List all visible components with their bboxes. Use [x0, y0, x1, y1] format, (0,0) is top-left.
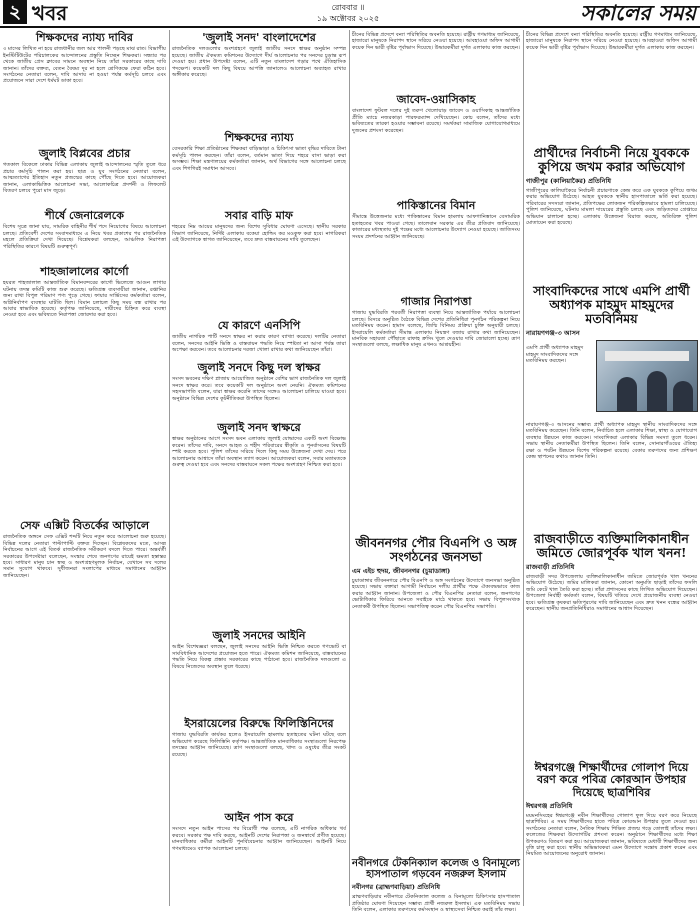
headline: সাংবাদিকদের সাথে এমপি প্রার্থী অধ্যাপক মাহমুদ মাহমুদের মতবিনিময় — [533, 283, 690, 326]
article-body: গাজীপুরের কালিয়াকৈরে নির্বাচনী প্রচারণাকে কেন্দ্র করে এক যুবককে কুপিয়ে জখম করার অভিযোগ উঠেছে। আহত যুবককে স্থানীয় হাসপাতালে ভর্তি করা হয়েছে। পরিবারের সদস্যরা জানান, প্রতিপক্ষের লোকজন পরিকল্পিতভাবে হামলা চালিয়েছে। পুলিশ জানিয়েছে, ঘটনায় মামলা দায়েরের প্রস্তুতি চলছে এবং জড়িতদের গ্রেপ্তারে অভিযান চালানো হচ্ছে। এলাকায় উত্তেজনা বিরাজ করছে, অতিরিক্ত পুলিশ মোতায়েন করা হয়েছে। — [526, 188, 697, 227]
headline: জুলাই বিপ্লবের প্রচার — [38, 147, 131, 160]
article-body: বেসরকারি শিক্ষা প্রতিষ্ঠানের শিক্ষকরা বাড়িভাড়া ও চিকিৎসা ভাতা বৃদ্ধির দাবিতে টানা কর্মসূচি পালন করছেন। তাঁরা বলেন, বর্তমান ভাতা দিয়ে শহরে বাসা ভাড়া করা অসম্ভব। শিক্ষা মন্ত্রণালয়ের কর্মকর্তারা জানান, অর্থ বিভাগের সঙ্গে আলোচনা চলছে এবং শিগগিরই সমাধান আসবে। — [172, 146, 346, 172]
column-divider — [169, 30, 170, 906]
headline: গাজার নিরাপত্তা — [400, 295, 472, 308]
article-body: রাজনৈতিক অঙ্গনে সেফ এক্সিট শব্দটি নিয়ে নতুন করে আলোচনা শুরু হয়েছে। বিভিন্ন দলের নেতারা পাল্টাপাল্টি বক্তব্য দিচ্ছেন। বিশ্লেষকদের মতে, আসন্ন নির্বাচনের আগে এই বিতর্ক রাজনৈতিক সমীকরণ বদলে দিতে পারে। অন্তর্বর্তী সরকারের উপদেষ্টারা বলেছেন, সংস্কার শেষে জনগণের রায়েই ক্ষমতা হস্তান্তর হবে। সাধারণ মানুষ চান স্বচ্ছ ও অংশগ্রহণমূলক নির্বাচন, যেখানে সব দলের সমান সুযোগ থাকবে। সুধীজনরা সংলাপের মাধ্যমে সমাধানের আহ্বান জানিয়েছেন। — [3, 534, 166, 579]
article — [172, 320, 346, 360]
article — [3, 148, 166, 208]
news-photo — [596, 340, 698, 412]
article — [526, 32, 697, 142]
article-body: শহরের নিম্ন আয়ের মানুষদের জন্য বিশেষ সুবিধার ঘোষণা এসেছে। স্থানীয় সরকার বিভাগ জানিয়েছে, নির্দিষ্ট এলাকায় বকেয়া হোল্ডিং কর মওকুফ করা হবে। নাগরিকরা এই উদ্যোগকে স্বাগত জানিয়েছেন, তবে দ্রুত বাস্তবায়নের দাবি তুলেছেন। — [172, 224, 346, 244]
headline: ঈশ্বরগঞ্জে শিক্ষার্থীদের গোলাপ দিয়ে বরণ করে পবিত্র কোরআন উপহার দিয়েছে ছাত্রশিবির — [534, 761, 689, 799]
byline: নবীনগর (ব্রাহ্মণবাড়িয়া) প্রতিনিধি — [352, 883, 441, 892]
article-body: চুয়াডাঙ্গার জীবননগরে পৌর বিএনপি ও অঙ্গ সংগঠনের উদ্যোগে জনসভা অনুষ্ঠিত হয়েছে। সভায় বক্তারা আগামী নির্বাচনে দলীয় প্রার্থীর পক্ষে ঐক্যবদ্ধভাবে কাজ করার আহ্বান জানান। উপজেলা ও পৌর বিএনপির নেতারা বলেন, জনগণের ভোটাধিকার ফিরিয়ে আনতে সবাইকে মাঠে থাকতে হবে। সভায় বিপুলসংখ্যক নেতাকর্মী উপস্থিত ছিলেন। সভাপতিত্ব করেন পৌর বিএনপির সভাপতি। — [352, 578, 520, 610]
article-body: গাজায় যুদ্ধবিরতি কার্যকর হলেও ইসরায়েলি হামলায় হতাহতের ঘটনা ঘটছে বলে অভিযোগ করেছে ফিলিস্তিনি কর্তৃপক্ষ। আন্তর্জাতিক মানবাধিকার সংস্থাগুলো নিরপেক্ষ তদন্তের আহ্বান জানিয়েছে। ত্রাণ সংস্থাগুলো বলছে, খাদ্য ও ওষুধের তীব্র সংকট রয়েছে। — [172, 732, 346, 758]
byline: নারায়ণগঞ্জ-৩ আসন — [526, 329, 580, 337]
article-body: রাজবাড়ী সদর উপজেলায় ব্যক্তিমালিকানাধীন জমিতে জোরপূর্বক খাল খননের অভিযোগ উঠেছে। জমির মালিকরা জানান, কোনো অনুমতি ছাড়াই তাঁদের ফসলি জমি কেটে খাল তৈরি করা হচ্ছে। তাঁরা প্রশাসনের কাছে লিখিত অভিযোগ দিয়েছেন। উপজেলা নির্বাহী কর্মকর্তা বলেন, বিষয়টি খতিয়ে দেখে প্রয়োজনীয় ব্যবস্থা নেওয়া হবে। ক্ষতিগ্রস্ত কৃষকরা ক্ষতিপূরণের দাবি জানিয়েছেন এবং দ্রুত খনন বন্ধের আহ্বান করেছেন। স্থানীয় জনপ্রতিনিধিরাও সমাধানের আশ্বাস দিয়েছেন। — [526, 574, 697, 613]
photo-banner — [605, 351, 689, 361]
headline: জুলাই সনদে কিছু দল স্বাক্ষর — [197, 361, 321, 374]
photo-person — [617, 377, 637, 411]
article-body: নারায়ণগঞ্জ-৩ আসনের সম্ভাব্য প্রার্থী অধ্যাপক মাহমুদ স্থানীয় সাংবাদিকদের সঙ্গে মতবিনিময় করেছেন। তিনি বলেন, নির্বাচিত হলে এলাকার শিক্ষা, স্বাস্থ্য ও যোগাযোগ ব্যবস্থার উন্নয়নে কাজ করবেন। সাংবাদিকরা এলাকার বিভিন্ন সমস্যা তুলে ধরেন। সভায় স্থানীয় নেতাকর্মীরা উপস্থিত ছিলেন। তিনি বলেন, সোনারগাঁওয়ের ঐতিহ্য রক্ষা ও পর্যটন উন্নয়নে বিশেষ পরিকল্পনা রয়েছে। বেকার তরুণদের জন্য প্রশিক্ষণ কেন্দ্র স্থাপনের কথাও জানান তিনি। — [526, 422, 697, 461]
headline: ইসরায়েলের বিরুদ্ধে ফিলিস্তিনিদের — [184, 717, 334, 730]
column-divider — [523, 30, 524, 906]
headline: শাহজালালের কার্গো — [40, 265, 129, 278]
dateline — [278, 2, 418, 24]
article-body: চীনের বিভিন্ন প্রদেশে বন্যা পরিস্থিতির অবনতি হয়েছে। রাষ্ট্রীয় গণমাধ্যম জানিয়েছে, হাজারো মানুষকে নিরাপদ স্থানে সরিয়ে নেওয়া হয়েছে। আবহাওয়া অফিস আগামী কয়েক দিন ভারী বৃষ্টির পূর্বাভাস দিয়েছে। উদ্ধারকর্মীরা দুর্গত এলাকায় কাজ করছেন। — [526, 32, 697, 51]
article-body: জাতীয় নাগরিক পার্টি সনদে স্বাক্ষর না করার কারণ ব্যাখ্যা করেছে। দলটির নেতারা বলেন, সনদের আইনি ভিত্তি ও বাস্তবায়ন পদ্ধতি নিয়ে স্পষ্টতা না আসা পর্যন্ত তারা অপেক্ষা করবেন। তবে আলোচনার দরজা খোলা রাখার কথা জানিয়েছেন তাঁরা। — [172, 334, 346, 354]
article-body: ৩ মাসের লিখিত না হয়ে রাজধানীর জল আর পালনী পড়ছে মাঝ রাত। বিভাগীয় ইনস্টিটিউটের পরিচালকের আন্দোলনের প্রস্তুতি নিচ্ছেন শিক্ষকরা। সন্ধ্যার পর থেকে জাতীয় প্রেস ক্লাবের সামনে অবস্থান নিয়ে তাঁরা সরকারের কাছে দাবি জানান। তাঁদের বক্তব্য, বেতন বৈষম্য দূর না হলে শ্রেণিকক্ষে ফেরা কঠিন হবে। সংগঠনের নেতারা বলেন, দাবি আদায় না হওয়া পর্যন্ত কর্মসূচি চলবে এবং প্রয়োজনে সারা দেশে ধর্মঘট ডাকা হবে। — [3, 46, 166, 85]
headline: শিক্ষকদের ন্যায্য — [224, 131, 294, 144]
photo-caption: এমপি প্রার্থী অধ্যাপক মাহমুদ মাহমুদ সাংবাদিকদের সঙ্গে মতবিনিময় করছেন। — [526, 345, 584, 364]
masthead — [0, 0, 700, 28]
article — [3, 32, 166, 146]
article-body: সংসদে নতুন আইন পাসের পর বিরোধী পক্ষ বলেছে, এটি নাগরিক অধিকার খর্ব করবে। সরকার পক্ষ দাবি করছে, আইনটি দেশের নিরাপত্তা ও জনস্বার্থে প্রণীত হয়েছে। মানবাধিকার কর্মীরা আইনটি পুনর্বিবেচনার আহ্বান জানিয়েছেন। আইনটি নিয়ে গণমাধ্যমেও ব্যাপক আলোচনা চলছে। — [172, 826, 346, 852]
article-body: হযরত শাহজালাল আন্তর্জাতিক বিমানবন্দরের কার্গো ভিলেজে আগুন লাগার ঘটনায় তদন্ত কমিটি কাজ শুরু করেছে। ক্ষতিগ্রস্ত ব্যবসায়ীরা জানান, রপ্তানির জন্য রাখা বিপুল পরিমাণ পণ্য পুড়ে গেছে। ফায়ার সার্ভিসের কর্মকর্তারা বলেন, অগ্নিনির্বাপণ ব্যবস্থার ঘাটতি ছিল। বিমান চলাচল কিছু সময় বন্ধ রাখার পর আবার স্বাভাবিক হয়েছে। কর্তৃপক্ষ জানিয়েছে, দায়ীদের চিহ্নিত করে ব্যবস্থা নেওয়া হবে এবং ভবিষ্যতে নিরাপত্তা জোরদার করা হবে। — [3, 280, 166, 319]
article — [172, 132, 346, 208]
article-body: বাংলাদেশ ফুটবল দলের দুই তরুণ খেলোয়াড় জাবেদ ও ওয়াসিকাহ আন্তর্জাতিক প্রীতি ম্যাচে নজরকাড়া পারফরম্যান্স দেখিয়েছেন। কোচ বলেন, তাঁদের মধ্যে ভবিষ্যতের তারকা হওয়ার সম্ভাবনা রয়েছে। সমর্থকরা সামাজিক যোগাযোগমাধ্যমে দুজনের প্রশংসা করেছেন। — [352, 108, 520, 134]
headline: সবার বাড়ি মাফ — [225, 209, 293, 222]
byline: রাজবাড়ী প্রতিনিধি — [526, 563, 575, 571]
article — [526, 532, 697, 760]
headline: নবীনগরে টেকনিক্যাল কলেজ ও বিনামূল্যে হাসপাতাল গড়বেন নজরুল ইসলাম — [352, 858, 520, 881]
article-body: বিশেষ সূত্রে জানা যায়, সামরিক বাহিনীর শীর্ষ পদে নিয়োগের বিষয়ে আলোচনা চলছে। প্রতিবেশী দেশের সংবাদমাধ্যমে এ নিয়ে খবর প্রকাশের পর রাজনৈতিক মহলে প্রতিক্রিয়া দেখা দিয়েছে। বিশ্লেষকরা বলছেন, আঞ্চলিক নিরাপত্তা পরিস্থিতির কারণে বিষয়টি গুরুত্বপূর্ণ। — [3, 224, 166, 250]
headline: প্রার্থীদের নির্বাচনী নিয়ে যুবককে কুপিয়ে জখম করার অভিযোগ — [533, 145, 690, 174]
headline: 'জুলাই সনদ' বাংলাদেশের — [202, 31, 316, 44]
article — [172, 32, 346, 130]
article — [3, 210, 166, 264]
page-number: ২ — [3, 0, 27, 24]
article — [526, 422, 697, 528]
headline: আইন পাস করে — [224, 811, 294, 824]
article — [352, 858, 520, 914]
article-body: সীমান্তে উত্তেজনার মধ্যে পাকিস্তানের বিমান হামলায় আফগানিস্তানে বেসামরিক হতাহতের খবর পাওয়া গেছে। তালেবান সরকার এর তীব্র প্রতিবাদ জানিয়েছে। কাতারের মধ্যস্থতায় দুই পক্ষের মধ্যে আলোচনার উদ্যোগ নেওয়া হয়েছে। জাতিসংঘ সংযম প্রদর্শনের আহ্বান জানিয়েছে। — [352, 214, 520, 240]
headline: জাবেদ-ওয়াসিকাহ — [396, 93, 476, 106]
headline: রাজবাড়ীতে ব্যক্তিমালিকানাধীন জমিতে জোরপূর্বক খাল খনন! — [534, 531, 689, 560]
article-body: গাজায় যুদ্ধবিরতি পরবর্তী নিরাপত্তা ব্যবস্থা নিয়ে আন্তর্জাতিক পর্যায়ে আলোচনা চলছে। মিসরে অনুষ্ঠিত বৈঠকে বিভিন্ন দেশের প্রতিনিধিরা পুনর্গঠন পরিকল্পনা নিয়ে মতবিনিময় করেন। হামাস বলেছে, জিম্মি বিনিময় প্রক্রিয়া চুক্তি অনুযায়ী চলছে। ইসরায়েলি কর্মকর্তারা সীমান্ত এলাকায় নিয়ন্ত্রণ বজায় রাখার কথা জানিয়েছেন। মানবিক সহায়তা পৌঁছাতে রাফাহ ক্রসিং খুলে দেওয়ার দাবি জোরালো হচ্ছে। ত্রাণ সংস্থাগুলো বলছে, লক্ষাধিক মানুষ এখনও আশ্রয়হীন। — [352, 310, 520, 349]
article — [3, 520, 166, 905]
headline: যে কারণে এনসিপি — [217, 319, 301, 332]
article — [172, 362, 346, 420]
article-body: ময়মনসিংহের ঈশ্বরগঞ্জে নবীন শিক্ষার্থীদের গোলাপ ফুল দিয়ে বরণ করে নিয়েছে ছাত্রশিবির। এ সময় শিক্ষার্থীদের হাতে পবিত্র কোরআন উপহার তুলে দেওয়া হয়। সংগঠনের নেতারা বলেন, নৈতিক শিক্ষায় শিক্ষিত প্রজন্ম গড়ে তোলাই তাঁদের লক্ষ্য। কলেজের শিক্ষকরা উদ্যোগটির প্রশংসা করেন। অনুষ্ঠানে শিক্ষার্থীদের মধ্যে শিক্ষা উপকরণও বিতরণ করা হয়। আয়োজকরা জানান, ভবিষ্যতে মেধাবী শিক্ষার্থীদের জন্য বৃত্তি চালু করা হবে। স্থানীয় অভিভাবকরা এমন উদ্যোগে সন্তোষ প্রকাশ করেন এবং নিয়মিত আয়োজনের অনুরোধ জানান। — [526, 812, 697, 858]
article-body: গতকাল বিকেলে ঢাকার বিভিন্ন এলাকায় জুলাই আন্দোলনের স্মৃতি তুলে ধরে প্রচার কর্মসূচি পালন করা হয়। ছাত্র ও যুব সংগঠনের নেতারা বলেন, আত্মত্যাগের ইতিহাস নতুন প্রজন্মের কাছে পৌঁছে দিতে হবে। আয়োজকরা জানান, এলাকাভিত্তিক আলোচনা সভা, আলোকচিত্র প্রদর্শনী ও লিফলেট বিতরণ চলবে পুরো মাস জুড়ে। — [3, 162, 166, 194]
article — [172, 210, 346, 318]
photo-person — [647, 371, 667, 411]
article-body: স্বাক্ষর অনুষ্ঠানের আগে সংসদ ভবন এলাকায় জুলাই যোদ্ধাদের একটি অংশ বিক্ষোভ করেন। তাঁদের দাবি, সনদে আহত ও শহীদ পরিবারের স্বীকৃতি ও পুনর্বাসনের বিষয়টি স্পষ্ট করতে হবে। পুলিশ তাঁদের সরিয়ে দিলে কিছু সময় উত্তেজনা দেখা দেয়। পরে আলোচনার আশ্বাসে তাঁরা অবস্থান ত্যাগ করেন। আয়োজকরা বলেন, সবার মতামতকে গুরুত্ব দেওয়া হবে এবং সনদের বাস্তবায়নে সকল পক্ষের অংশগ্রহণ নিশ্চিত করা হবে। — [172, 436, 346, 468]
headline: শিক্ষকদের ন্যায্য দাবির — [36, 31, 133, 44]
article — [172, 422, 346, 628]
article-body: চীনের বিভিন্ন প্রদেশে বন্যা পরিস্থিতির অবনতি হয়েছে। রাষ্ট্রীয় গণমাধ্যম জানিয়েছে, হাজারো মানুষকে নিরাপদ স্থানে সরিয়ে নেওয়া হয়েছে। আবহাওয়া অফিস আগামী কয়েক দিন ভারী বৃষ্টির পূর্বাভাস দিয়েছে। উদ্ধারকর্মীরা দুর্গত এলাকায় কাজ করছেন। — [352, 32, 520, 51]
article — [172, 718, 346, 810]
byline: এম এইচ হুদয়, জীবননগর (চুয়াডাঙ্গা) — [352, 567, 451, 575]
article — [352, 200, 520, 294]
newspaper-logo: সকালের সময় — [580, 0, 696, 25]
article — [172, 630, 346, 716]
article-body: রাজনৈতিক দলগুলোর অংশগ্রহণে জুলাই জাতীয় সনদে স্বাক্ষর অনুষ্ঠান সম্পন্ন হয়েছে। জাতীয় ঐকমত্য কমিশনের উদ্যোগে দীর্ঘ আলোচনার পর সনদের চূড়ান্ত রূপ দেওয়া হয়। প্রধান উপদেষ্টা বলেন, এটি নতুন বাংলাদেশ গড়ার পথে ঐতিহাসিক পদক্ষেপ। কয়েকটি দল কিছু বিষয়ে আপত্তি জানালেও আলোচনা অব্যাহত রাখার অঙ্গীকার করেছে। — [172, 46, 346, 78]
headline: জুলাই সনদ স্বাক্ষরে — [217, 421, 301, 434]
byline: ঈশ্বরগঞ্জ প্রতিনিধি — [526, 801, 573, 810]
article — [352, 94, 520, 198]
headline: জীবননগর পৌর বিএনপি ও অঙ্গ সংগঠনের জনসভা — [355, 535, 517, 564]
article — [172, 812, 346, 906]
article — [526, 762, 697, 906]
article-body: আইন বিশেষজ্ঞরা বলছেন, জুলাই সনদের আইনি ভিত্তি নিশ্চিত করতে গণভোট বা সাংবিধানিক আদেশের প্রয়োজন হতে পারে। ঐকমত্য কমিশন জানিয়েছে, বাস্তবায়নের পদ্ধতি নিয়ে বিকল্প প্রস্তাব সরকারের কাছে পাঠানো হবে। রাজনৈতিক দলগুলো এ বিষয়ে নিজেদের অবস্থান তুলে ধরেছে। — [172, 644, 346, 670]
headline: জুলাই সনদের আইনি — [212, 629, 306, 642]
section-name: খবর — [32, 1, 68, 25]
article-body: ব্রাহ্মণবাড়িয়ার নবীনগরে টেকনিক্যাল কলেজ ও বিনামূল্যে চিকিৎসার হাসপাতাল প্রতিষ্ঠার ঘোষণা দিয়েছেন সম্ভাব্য প্রার্থী নজরুল ইসলাম। এক মতবিনিময় সভায় তিনি বলেন, এলাকার তরুণদের কর্মসংস্থান ও স্বাস্থ্যসেবা নিশ্চিত করাই তাঁর লক্ষ্য। — [352, 894, 520, 914]
article-body: সংসদ ভবনের দক্ষিণ প্লাজায় আয়োজিত অনুষ্ঠানে বেশির ভাগ রাজনৈতিক দল জুলাই সনদে স্বাক্ষর করে। তবে কয়েকটি দল অনুষ্ঠানে অংশ নেয়নি। ঐকমত্য কমিশনের সহসভাপতি বলেন, যারা স্বাক্ষর করেনি তাদের সঙ্গেও আলোচনা চালিয়ে যাওয়া হবে। অনুষ্ঠানে বিভিন্ন দেশের কূটনীতিকরা উপস্থিত ছিলেন। — [172, 376, 346, 402]
photo-person — [673, 381, 693, 411]
headline: শীর্ষে জেনারেলকে — [45, 209, 124, 222]
article — [526, 284, 697, 336]
article — [352, 536, 520, 856]
byline: গাজীপুর (কালিয়াকৈর) প্রতিনিধি — [526, 177, 612, 185]
article — [3, 266, 166, 516]
headline: পাকিস্তানের বিমান — [396, 199, 476, 212]
photo-caption-box — [526, 340, 592, 420]
article — [352, 32, 520, 92]
article — [526, 146, 697, 280]
date-label: ১৯ অক্টোবর ২০২৫ — [316, 14, 380, 23]
day-label: রোববার ॥ — [331, 3, 365, 12]
headline: সেফ এক্সিট বিতর্কের আড়ালে — [19, 519, 150, 532]
article — [352, 296, 520, 534]
column-divider — [349, 30, 350, 906]
